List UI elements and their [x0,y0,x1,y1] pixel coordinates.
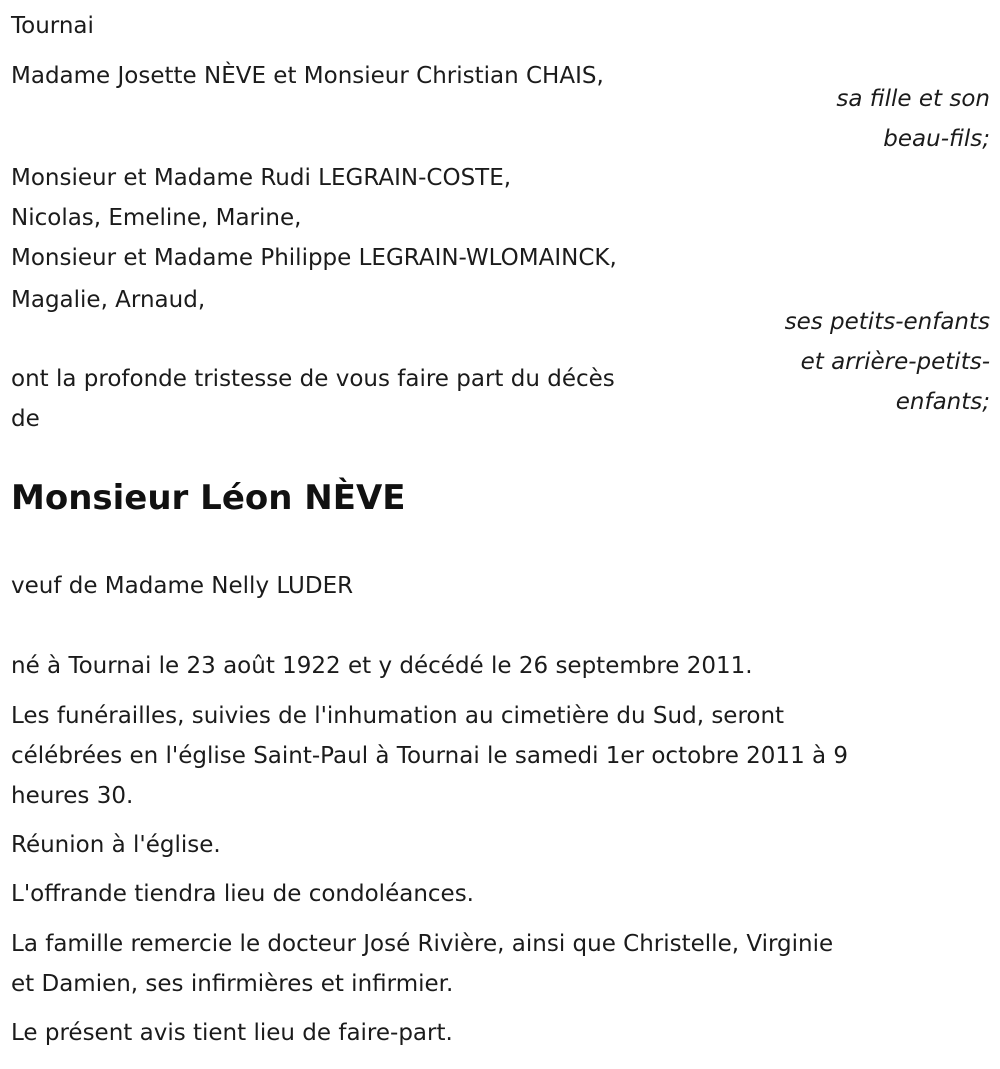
notice-line: Le présent avis tient lieu de faire-part. [11,1020,453,1046]
announcement-line-2: de [11,406,40,432]
announcement-line-1: ont la profonde tristesse de vous faire part du décès [11,366,615,392]
grandchildren-role-line-1: ses petits-enfants [784,309,990,335]
thanks-line-1: La famille remercie le docteur José Rivière, ainsi que Christelle, Virginie [11,931,834,957]
funeral-line-1: Les funérailles, suivies de l'inhumation au cimetière du Sud, seront [11,703,785,729]
grandchildren-role-line-2: et arrière-petits- [800,349,990,375]
grandchildren-line-4: Magalie, Arnaud, [11,287,206,313]
birth-death-line: né à Tournai le 23 août 1922 et y décédé le 26 septembre 2011. [11,653,753,679]
grandchildren-line-2: Nicolas, Emeline, Marine, [11,205,302,231]
funeral-line-3: heures 30. [11,783,134,809]
deceased-name: Monsieur Léon NÈVE [11,478,406,518]
thanks-line-2: et Damien, ses infirmières et infirmier. [11,971,454,997]
daughter-role-line-1: sa fille et son [836,86,990,112]
daughter-role-line-2: beau-fils; [883,126,990,152]
grandchildren-line-1: Monsieur et Madame Rudi LEGRAIN-COSTE, [11,165,512,191]
daughter-line: Madame Josette NÈVE et Monsieur Christian CHAIS, [11,63,604,89]
city-heading: Tournai [11,13,94,39]
funeral-line-2: célébrées en l'église Saint-Paul à Tournai le samedi 1er octobre 2011 à 9 [11,743,849,769]
widower-line: veuf de Madame Nelly LUDER [11,573,354,599]
grandchildren-role-line-3: enfants; [895,389,990,415]
grandchildren-line-3: Monsieur et Madame Philippe LEGRAIN-WLOMAINCK, [11,245,617,271]
meeting-line: Réunion à l'église. [11,832,221,858]
offering-line: L'offrande tiendra lieu de condoléances. [11,881,474,907]
